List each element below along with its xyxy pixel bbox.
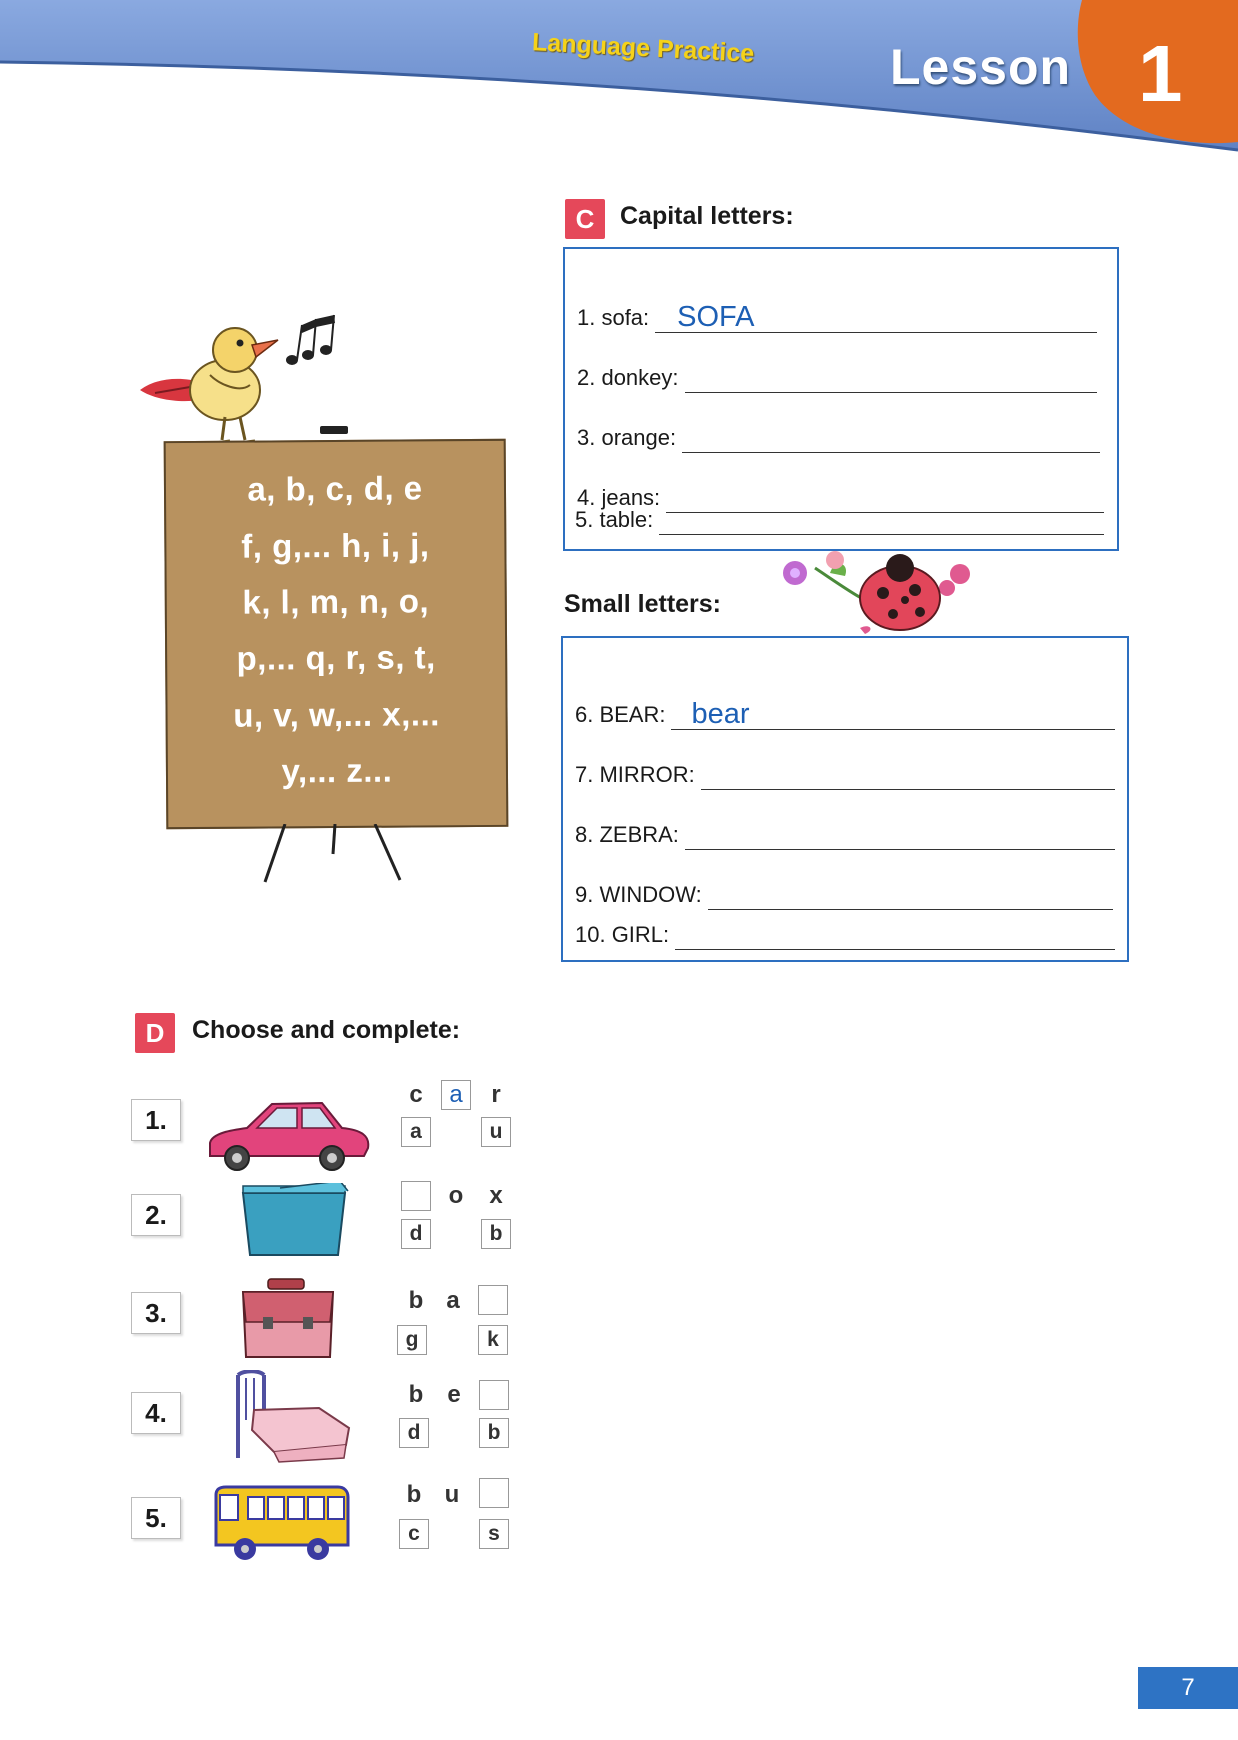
bus-picture xyxy=(210,1485,352,1565)
answer-line[interactable] xyxy=(655,300,1097,333)
lesson-label: Lesson xyxy=(890,39,1072,95)
board-line: k, l, m, n, o, xyxy=(242,582,430,621)
letter-option[interactable]: b xyxy=(481,1219,511,1249)
answer-text: bear xyxy=(691,698,750,730)
exercise-row: 6. BEAR: bear xyxy=(575,690,1115,730)
board-line: u, v, w,... x,... xyxy=(233,695,440,734)
section-c-badge: C xyxy=(565,199,605,239)
answer-line[interactable] xyxy=(682,420,1100,453)
word-letter: a xyxy=(446,1287,460,1314)
exercise-row: 4. jeans: xyxy=(577,473,1104,513)
small-letters-title: Small letters: xyxy=(564,590,722,618)
item-number: 5. xyxy=(131,1497,181,1539)
answer-line[interactable] xyxy=(701,757,1115,790)
singing-bird-illustration xyxy=(130,305,350,455)
board-line: f, g,... h, i, j, xyxy=(241,526,430,565)
word-letter: c xyxy=(409,1081,423,1108)
board-eraser xyxy=(320,426,348,434)
letter-option[interactable]: s xyxy=(479,1519,509,1549)
word-letter: b xyxy=(406,1481,422,1508)
letter-blank[interactable] xyxy=(401,1181,431,1211)
word-letter: b xyxy=(408,1287,424,1314)
exercise-row: 1. sofa: SOFA xyxy=(577,293,1097,333)
letter-option[interactable]: c xyxy=(399,1519,429,1549)
exercise-row: 8. ZEBRA: xyxy=(575,810,1115,850)
answer-text: SOFA xyxy=(677,301,755,333)
exercise-row: 5. table: xyxy=(575,495,1104,535)
word-letter: x xyxy=(489,1182,503,1209)
lesson-number: 1 xyxy=(1138,29,1183,118)
letter-blank[interactable] xyxy=(479,1478,509,1508)
answer-line[interactable] xyxy=(708,877,1113,910)
letter-option[interactable]: k xyxy=(478,1325,508,1355)
exercise-row: 3. orange: xyxy=(577,413,1100,453)
letter-option[interactable]: d xyxy=(399,1418,429,1448)
board-line: y,... z... xyxy=(281,751,393,790)
easel-legs xyxy=(255,824,415,886)
header-subtitle: Language Practice xyxy=(531,28,755,68)
item-number: 1. xyxy=(131,1099,181,1141)
word-letter: r xyxy=(491,1081,501,1108)
board-line: p,... q, r, s, t, xyxy=(236,638,436,677)
car-picture xyxy=(202,1098,372,1173)
item-number: 4. xyxy=(131,1392,181,1434)
board-line: a, b, c, d, e xyxy=(247,469,423,508)
answer-line[interactable] xyxy=(671,697,1115,730)
letter-blank[interactable] xyxy=(478,1285,508,1315)
letter-blank[interactable]: a xyxy=(441,1080,471,1110)
letter-blank[interactable] xyxy=(479,1380,509,1410)
letter-option[interactable]: d xyxy=(401,1219,431,1249)
page-number: 7 xyxy=(1138,1667,1238,1709)
word-letter: u xyxy=(444,1481,460,1508)
bed-picture xyxy=(234,1370,354,1465)
alphabet-board xyxy=(164,439,509,829)
item-number: 2. xyxy=(131,1194,181,1236)
exercise-row: 10. GIRL: xyxy=(575,910,1115,950)
word-letter: e xyxy=(447,1381,461,1408)
letter-option[interactable]: u xyxy=(481,1117,511,1147)
item-number: 3. xyxy=(131,1292,181,1334)
small-letters-box xyxy=(561,636,1129,962)
word-letter: b xyxy=(408,1381,424,1408)
exercise-row: 7. MIRROR: xyxy=(575,750,1115,790)
answer-line[interactable] xyxy=(685,360,1097,393)
section-d-badge: D xyxy=(135,1013,175,1053)
exercise-row: 2. donkey: xyxy=(577,353,1097,393)
box-picture xyxy=(240,1183,350,1258)
section-d-title: Choose and complete: xyxy=(192,1016,461,1044)
section-c-title: Capital letters: xyxy=(620,202,794,230)
exercise-row: 9. WINDOW: xyxy=(575,870,1113,910)
letter-option[interactable]: g xyxy=(397,1325,427,1355)
bag-picture xyxy=(238,1277,338,1362)
letter-option[interactable]: a xyxy=(401,1117,431,1147)
ladybug-illustration xyxy=(775,548,980,636)
answer-line[interactable] xyxy=(685,817,1115,850)
letter-option[interactable]: b xyxy=(479,1418,509,1448)
answer-line[interactable] xyxy=(675,917,1115,950)
word-letter: o xyxy=(448,1182,464,1209)
answer-line[interactable] xyxy=(659,502,1104,535)
